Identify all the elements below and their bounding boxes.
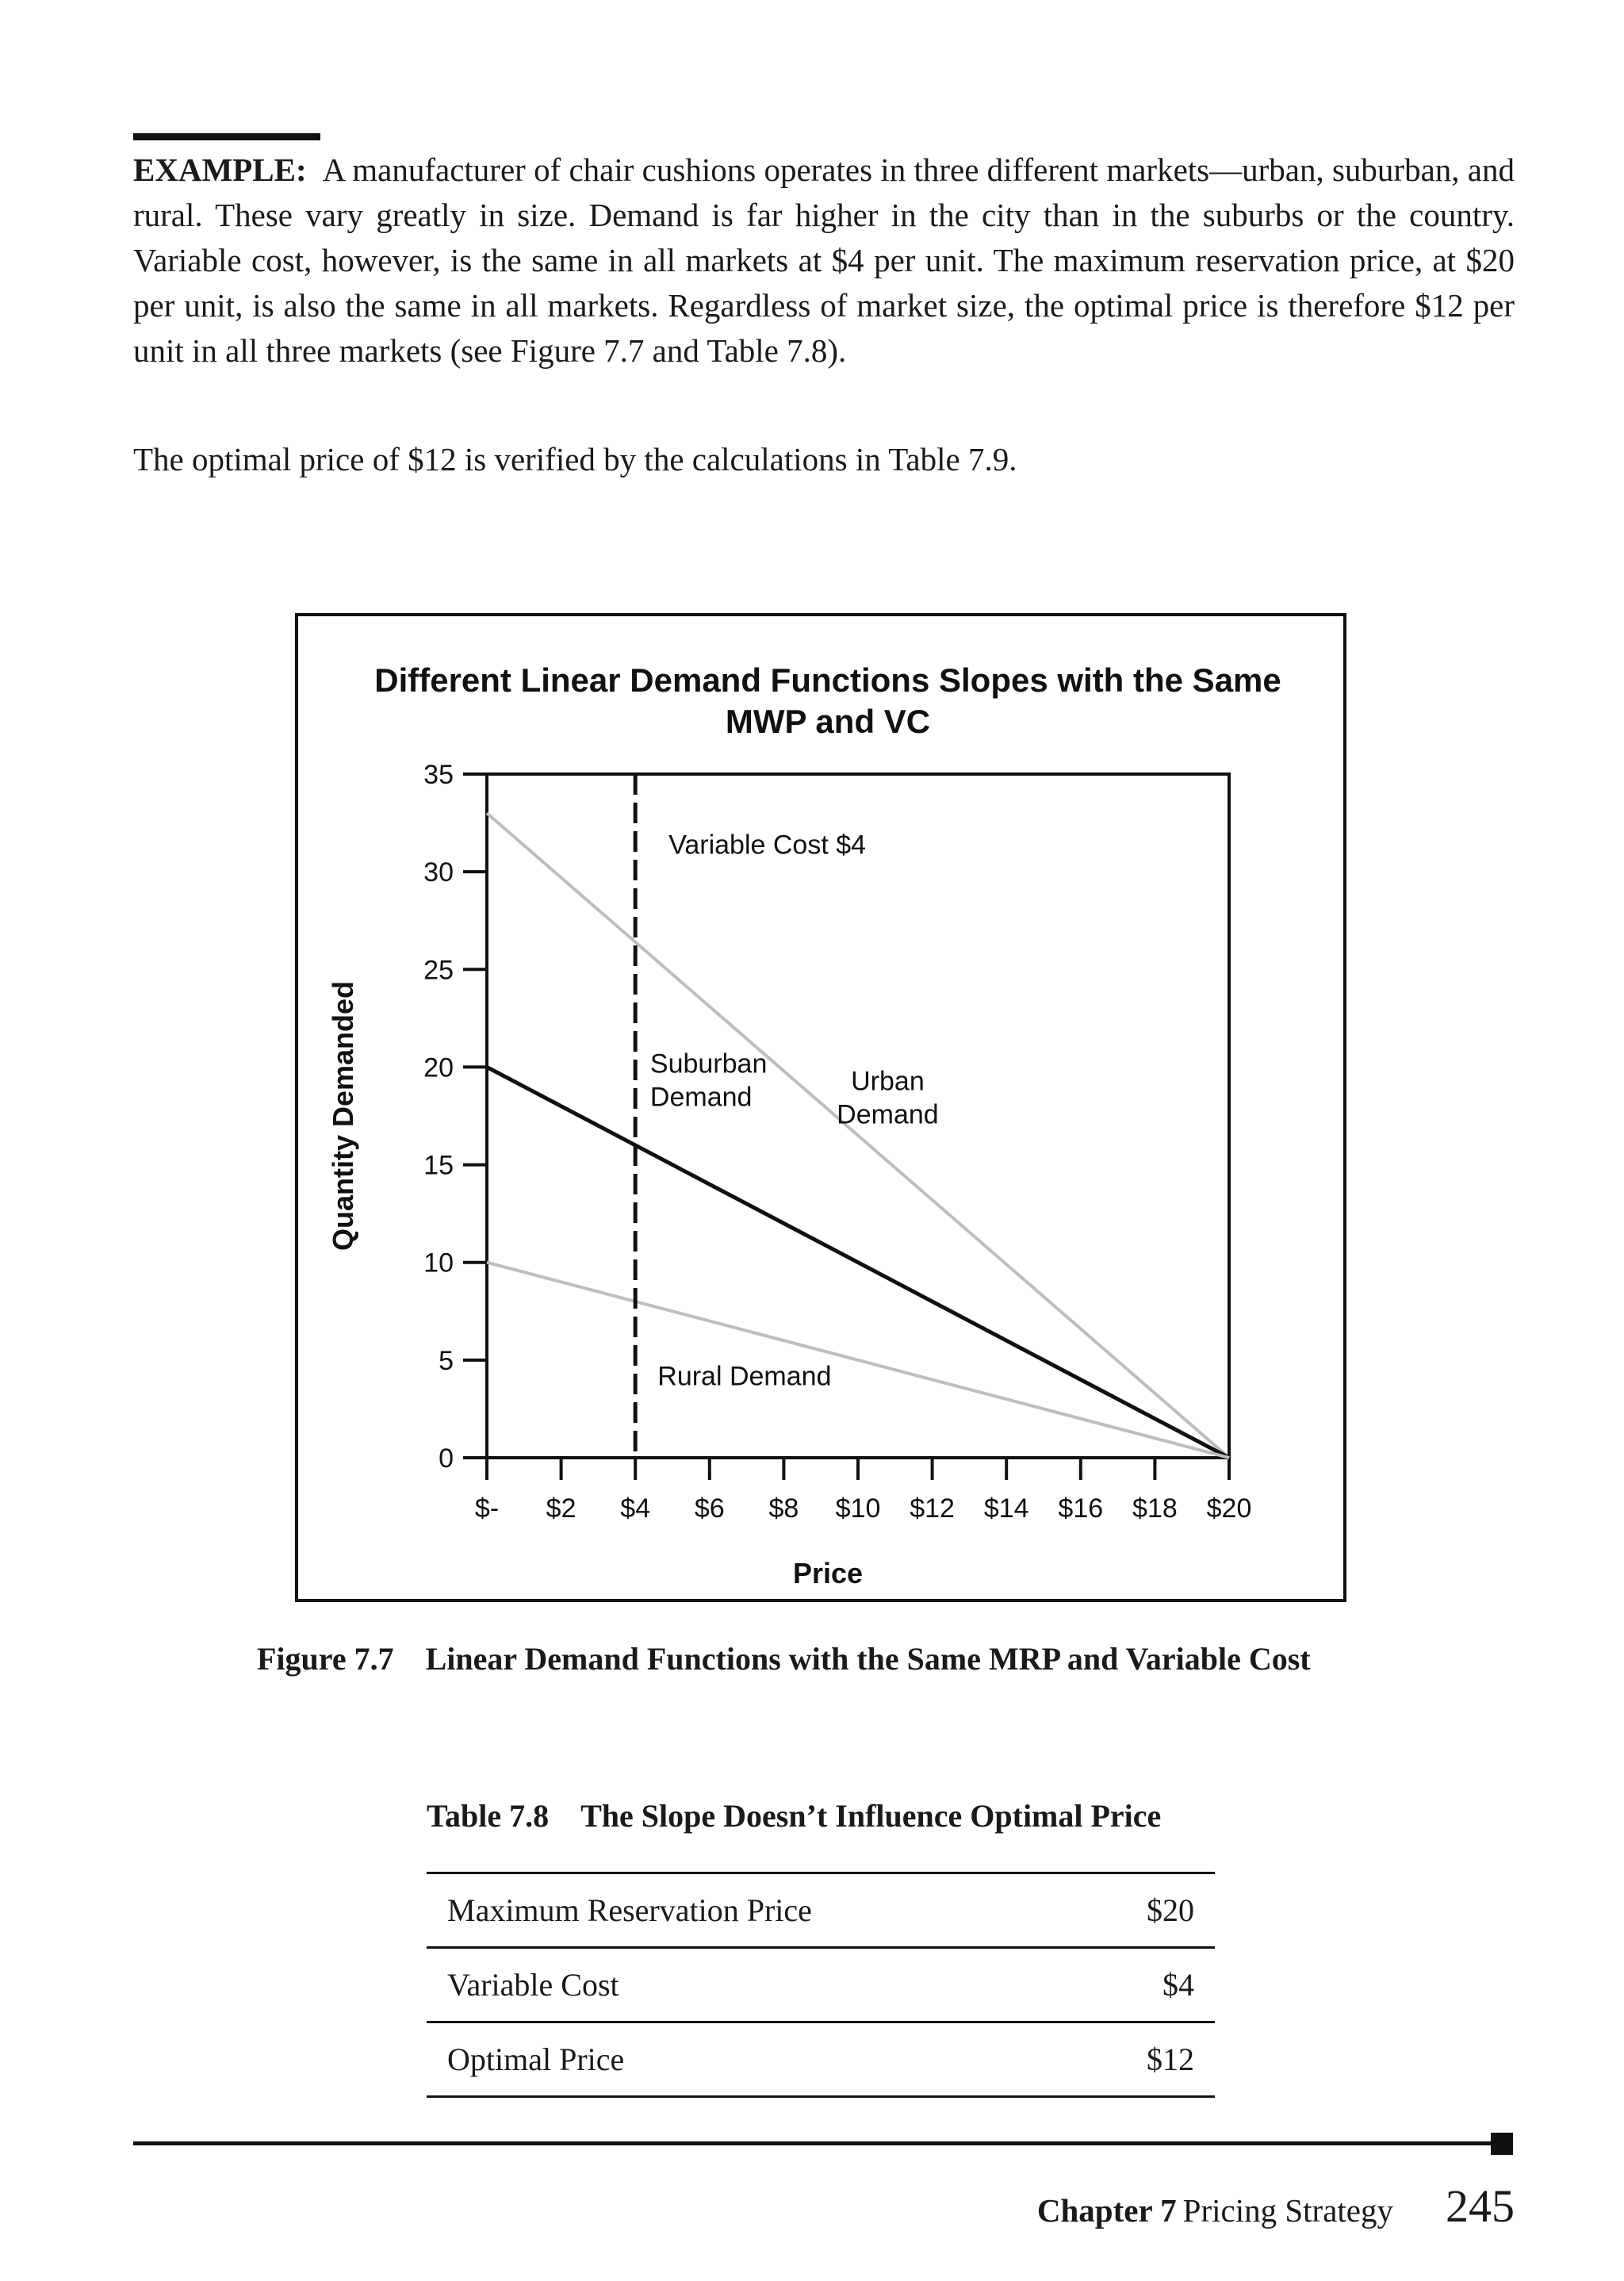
suburban-demand-label: Suburban — [649, 1048, 768, 1079]
row-label: Variable Cost — [427, 1948, 1063, 2022]
row-value: $4 — [1063, 1948, 1215, 2022]
row-value: $20 — [1063, 1873, 1215, 1948]
x-tick-label: $- — [474, 1493, 500, 1524]
rural-demand-label: Rural Demand — [657, 1361, 832, 1392]
verification-paragraph: The optimal price of $12 is verified by the calculations in Table 7.9. — [133, 441, 1017, 477]
y-tick-label: 30 — [423, 857, 454, 888]
row-value: $12 — [1063, 2022, 1215, 2097]
table-title: The Slope Doesn’t Influence Optimal Price — [580, 1798, 1162, 1834]
footer-chapter: Chapter 7 — [1036, 2192, 1177, 2229]
figure-title: Linear Demand Functions with the Same MRP and Variable Cost — [425, 1641, 1311, 1677]
x-tick-label: $6 — [694, 1493, 725, 1524]
suburban-demand-label: Demand — [649, 1082, 753, 1113]
y-tick-label: 25 — [423, 955, 454, 986]
example-paragraph — [133, 148, 1515, 374]
y-tick-label: 5 — [439, 1345, 454, 1376]
x-tick-label: $8 — [768, 1493, 799, 1524]
y-tick-label: 20 — [423, 1052, 454, 1083]
page-number: 245 — [1446, 2180, 1515, 2232]
footer-title: Pricing Strategy — [1182, 2192, 1393, 2229]
bottom-rule-square — [1491, 2133, 1513, 2155]
x-tick-label: $12 — [910, 1493, 955, 1524]
urban-demand-label: Demand — [837, 1099, 939, 1130]
variable-cost-label: Variable Cost $4 — [668, 830, 867, 861]
top-rule — [133, 133, 320, 140]
y-tick-label: 0 — [439, 1443, 454, 1474]
example-text: A manufacturer of chair cushions operates in three different markets—urban, suburban, and rural. These vary greatly in size. Demand is far higher in the city than in the suburbs or the country. Variable cost, however, is the same in all markets at $4 per unit. The maximum reservation price, at $20 per unit, is also the same in all markets. Regardless of market size, the optimal price is therefore $12 per unit in all three markets (see Figure 7.7 and Table 7.8). — [133, 151, 1515, 369]
x-tick-label: $18 — [1132, 1493, 1178, 1524]
table-row — [427, 2022, 1215, 2097]
y-tick-label: 10 — [423, 1248, 454, 1279]
chart-frame — [295, 613, 1346, 1602]
figure-number: Figure 7.7 — [257, 1641, 394, 1677]
y-tick-label: 35 — [423, 760, 454, 790]
row-label: Maximum Reservation Price — [427, 1873, 1063, 1948]
figure-caption — [257, 1640, 1446, 1677]
x-tick-label: $10 — [835, 1493, 881, 1524]
y-tick-label: 15 — [423, 1150, 454, 1181]
row-label: Optimal Price — [427, 2022, 1063, 2097]
pricing-table — [427, 1872, 1215, 2098]
example-lead: EXAMPLE: — [133, 151, 307, 188]
table-row — [427, 1873, 1215, 1948]
chart-title: Different Linear Demand Functions Slopes with the Same — [374, 661, 1281, 699]
demand-chart — [298, 616, 1343, 1599]
bottom-rule — [133, 2141, 1513, 2145]
chart-title: MWP and VC — [725, 703, 931, 740]
x-tick-label: $20 — [1206, 1493, 1252, 1524]
x-axis-label: Price — [792, 1557, 864, 1589]
x-tick-label: $2 — [546, 1493, 576, 1524]
table-number: Table 7.8 — [427, 1798, 550, 1834]
x-tick-label: $16 — [1058, 1493, 1104, 1524]
table-caption — [427, 1797, 1235, 1834]
x-tick-label: $14 — [983, 1493, 1029, 1524]
y-axis-label: Quantity Demanded — [327, 980, 359, 1252]
urban-demand-label: Urban — [851, 1066, 925, 1097]
table-row — [427, 1948, 1215, 2022]
x-tick-label: $4 — [620, 1493, 651, 1524]
page-footer — [872, 2179, 1515, 2233]
